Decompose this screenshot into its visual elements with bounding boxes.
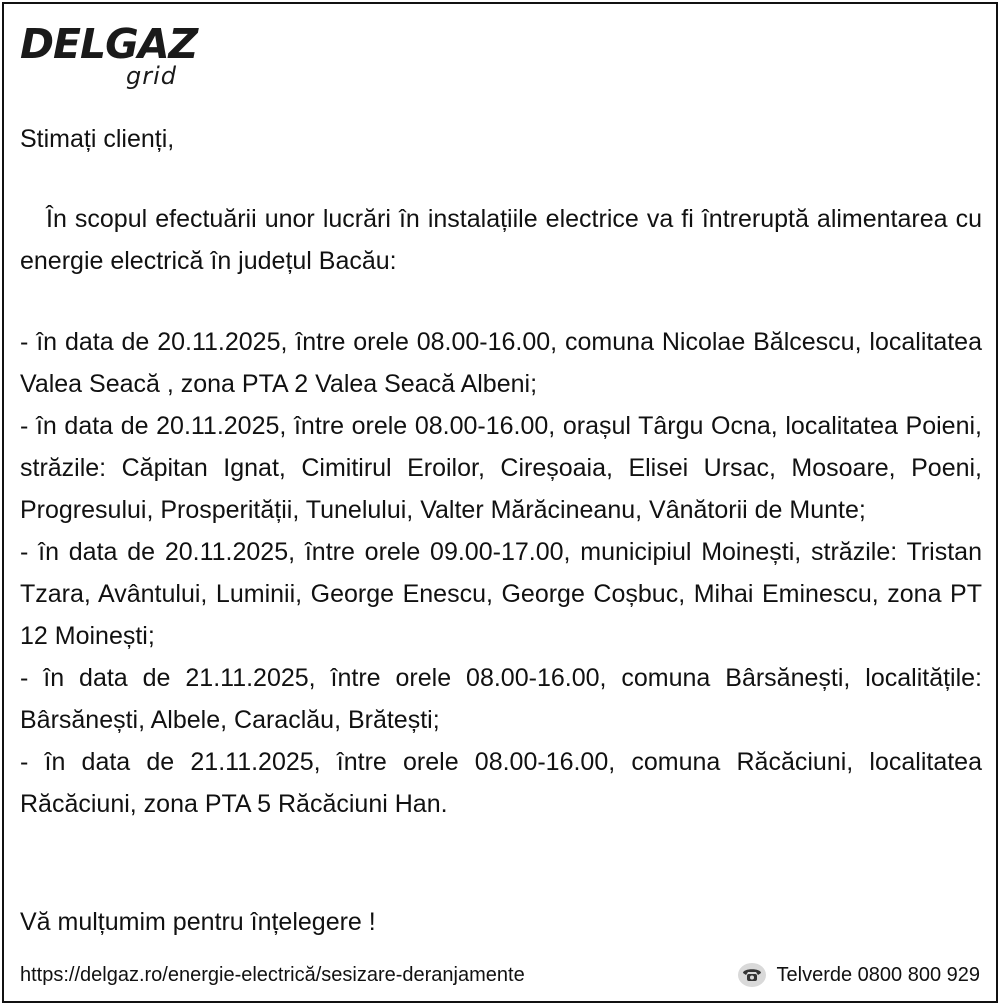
outage-item: - în data de 21.11.2025, între orele 08.00-16.00, comuna Bârsănești, localitățile: Bârsănești, Albele, Caraclău, Brătești; [20,664,982,734]
phone-contact [737,960,981,990]
outage-item: - în data de 20.11.2025, între orele 09.00-17.00, municipiul Moinești, străzile: Tristan Tzara, Avântului, Luminii, George Enescu, George Coșbuc, Mihai Eminescu, zona PT 12 Moinești; [20,538,982,650]
intro-paragraph: În scopul efectuării unor lucrări în instalațiile electrice va fi întreruptă alimentarea cu energie electrică în județul Bacău: [20,205,982,275]
logo-sub-text: grid [126,62,178,90]
outage-item: - în data de 20.11.2025, între orele 08.00-16.00, comuna Nicolae Bălcescu, localitatea Valea Seacă , zona PTA 2 Valea Seacă Albeni; [20,328,982,398]
phone-number: Telverde 0800 800 929 [776,964,980,986]
delgaz-grid-logo [20,20,200,100]
thanks-text: Vă mulțumim pentru înțelegere ! [20,908,376,936]
outage-report-link[interactable]: https://delgaz.ro/energie-electrică/sesizare-deranjamente [20,964,525,986]
logo-brand-text: DELGAZ [20,20,198,68]
outage-item: - în data de 21.11.2025, între orele 08.00-16.00, comuna Răcăciuni, localitatea Răcăciuni, zona PTA 5 Răcăciuni Han. [20,748,982,818]
outage-list [20,321,982,825]
outage-item: - în data de 20.11.2025, între orele 08.00-16.00, orașul Târgu Ocna, localitatea Poieni, străzile: Căpitan Ignat, Cimitirul Eroilor, Cireșoaia, Elisei Ursac, Mosoare, Poeni, Progresului, Prosperității, Tunelului, Valter Mărăcineanu, Vânătorii de Munte; [20,412,982,524]
greeting: Stimați clienți, [20,125,175,153]
telephone-icon [737,962,767,988]
